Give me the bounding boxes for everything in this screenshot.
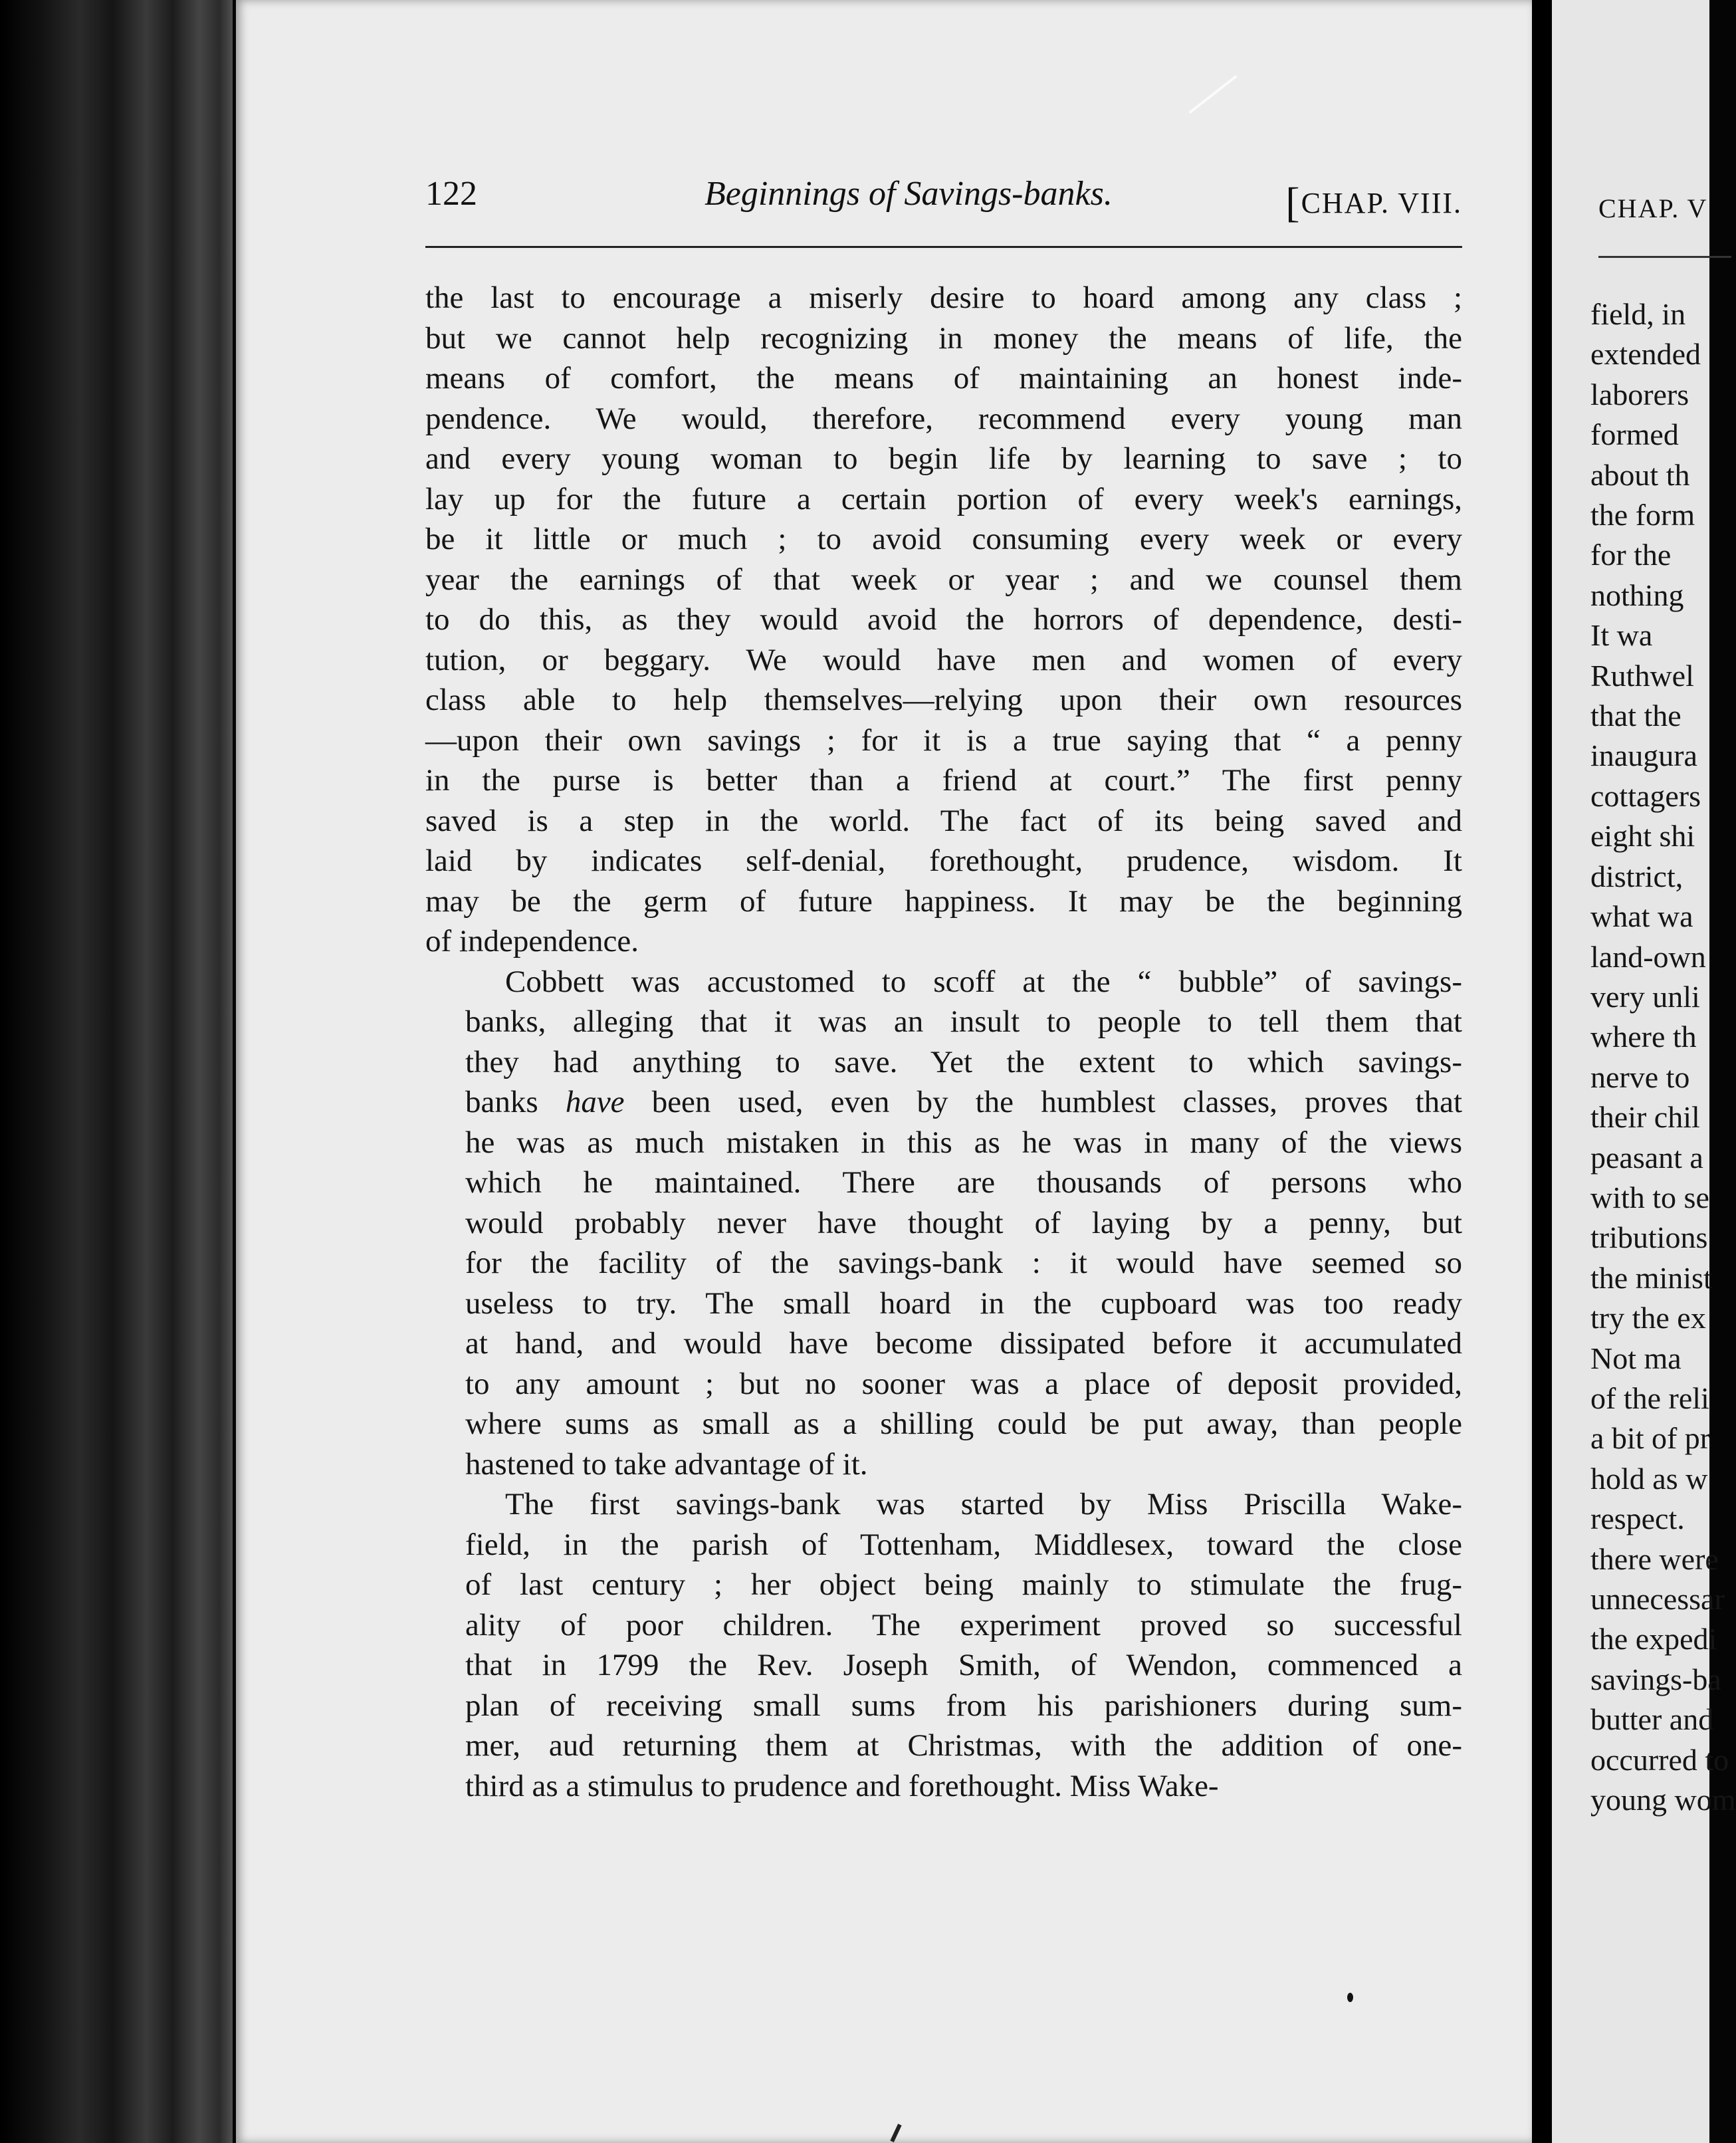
body-text bbox=[425, 278, 1462, 1806]
facing-text-line: inaugura bbox=[1590, 738, 1697, 773]
facing-text-line: land-own bbox=[1590, 939, 1706, 974]
facing-text-line: that the bbox=[1590, 699, 1682, 733]
paragraph bbox=[425, 278, 1462, 962]
text-line: Cobbett was accustomed to scoff at the “ bubble” of savings- bbox=[505, 964, 1462, 999]
page-number: 122 bbox=[425, 175, 477, 213]
text-line: that in 1799 the Rev. Joseph Smith, of Wendon, commenced a bbox=[465, 1648, 1462, 1682]
facing-header-rule bbox=[1598, 256, 1731, 258]
page-gutter bbox=[1532, 0, 1552, 2143]
facing-text-line: their chil bbox=[1590, 1100, 1700, 1135]
text-line: in the purse is better than a friend at court.” The first penny bbox=[425, 763, 1462, 798]
text-line: be it little or much ; to avoid consuming every week or every bbox=[425, 522, 1462, 556]
text-line: laid by indicates self-denial, forethought, prudence, wisdom. It bbox=[425, 844, 1462, 878]
facing-text-line: formed bbox=[1590, 417, 1679, 452]
chapter-label bbox=[1285, 174, 1462, 226]
facing-text-line: what wa bbox=[1590, 899, 1693, 934]
facing-text-line: there were bbox=[1590, 1541, 1719, 1576]
facing-text-line: cottagers bbox=[1590, 778, 1701, 813]
text-line: he was as much mistaken in this as he was in many of the views bbox=[465, 1125, 1462, 1160]
running-title: Beginnings of Savings-banks. bbox=[705, 175, 1113, 213]
facing-text-line: the minist bbox=[1590, 1260, 1712, 1295]
facing-text-line: of the reli bbox=[1590, 1381, 1709, 1415]
text-line: The first savings-bank was started by Miss Priscilla Wake- bbox=[505, 1487, 1462, 1522]
facing-text-line: the expedi bbox=[1590, 1622, 1717, 1656]
text-line: saved is a step in the world. The fact of its being saved and bbox=[425, 803, 1462, 838]
text-line: useless to try. The small hoard in the cupboard was too ready bbox=[465, 1286, 1462, 1321]
text-line: banks have been used, even by the humblest classes, proves that bbox=[465, 1085, 1463, 1119]
paragraph bbox=[425, 1484, 1462, 1806]
facing-text-line: savings-ba bbox=[1590, 1662, 1721, 1696]
text-line: may be the germ of future happiness. It may be the beginning bbox=[425, 883, 1462, 919]
text-line: and every young woman to begin life by learning to save ; to bbox=[425, 441, 1462, 476]
header-rule bbox=[425, 246, 1462, 248]
text-line: —upon their own savings ; for it is a true saying that “ a penny bbox=[425, 723, 1462, 758]
facing-text-line: field, in bbox=[1590, 297, 1686, 331]
facing-text-line: district, bbox=[1590, 859, 1683, 893]
text-line: class able to help themselves—relying upon their own resources bbox=[425, 683, 1462, 717]
text-line: tution, or beggary. We would have men and women of every bbox=[425, 642, 1462, 677]
facing-text-line: with to se bbox=[1590, 1180, 1709, 1214]
facing-text-line: about th bbox=[1590, 457, 1690, 492]
facing-text-line: nerve to bbox=[1590, 1060, 1690, 1094]
facing-text-line: eight shi bbox=[1590, 819, 1695, 853]
text-line: plan of receiving small sums from his parishioners during sum- bbox=[465, 1688, 1462, 1723]
facing-text-line: laborers bbox=[1590, 377, 1689, 411]
facing-text-line: very unli bbox=[1590, 979, 1700, 1014]
text-line: at hand, and would have become dissipated before it accumulated bbox=[465, 1326, 1462, 1361]
book-spine-edge bbox=[0, 0, 233, 2143]
facing-text-line: tributions bbox=[1590, 1220, 1708, 1255]
text-line: hastened to take advantage of it. bbox=[465, 1446, 868, 1482]
text-line: they had anything to save. Yet the extent to which savings- bbox=[465, 1044, 1462, 1079]
text-line: would probably never have thought of laying by a penny, but bbox=[465, 1205, 1462, 1240]
facing-text-line: Not ma bbox=[1590, 1341, 1682, 1375]
text-line: of independence. bbox=[425, 924, 639, 959]
text-line: field, in the parish of Tottenham, Middlesex, toward the close bbox=[465, 1527, 1462, 1562]
facing-text-line: a bit of pr bbox=[1590, 1421, 1711, 1456]
text-line: for the facility of the savings-bank : it would have seemed so bbox=[465, 1246, 1462, 1280]
paragraph bbox=[425, 962, 1462, 1485]
facing-text-line: young wom bbox=[1590, 1783, 1736, 1817]
text-line: to any amount ; but no sooner was a place of deposit provided, bbox=[465, 1366, 1462, 1401]
facing-text-line: respect. bbox=[1590, 1502, 1685, 1536]
text-line: year the earnings of that week or year ; and we counsel them bbox=[425, 562, 1462, 597]
facing-text-line: It wa bbox=[1590, 618, 1653, 653]
facing-text-line: nothing bbox=[1590, 578, 1684, 612]
text-line: where sums as small as a shilling could be put away, than people bbox=[465, 1407, 1462, 1441]
text-line: but we cannot help recognizing in money the means of life, the bbox=[425, 320, 1462, 356]
chapter-text: CHAP. VIII. bbox=[1301, 187, 1462, 219]
page-speck bbox=[1347, 1993, 1353, 2002]
running-header bbox=[425, 174, 1462, 227]
facing-text-line: extended bbox=[1590, 337, 1701, 372]
text-line: the last to encourage a miserly desire to hoard among any class ; bbox=[425, 281, 1462, 315]
text-line: ality of poor children. The experiment proved so successful bbox=[465, 1607, 1462, 1642]
chapter-bracket: [ bbox=[1285, 179, 1301, 226]
facing-text-line: peasant a bbox=[1590, 1140, 1703, 1175]
text-line: lay up for the future a certain portion of every week's earnings, bbox=[425, 481, 1462, 516]
text-line: banks, alleging that it was an insult to people to tell them that bbox=[465, 1004, 1462, 1039]
facing-page-text bbox=[1590, 294, 1736, 1820]
facing-text-line: hold as w bbox=[1590, 1461, 1708, 1496]
facing-text-line: unnecessar bbox=[1590, 1582, 1725, 1616]
facing-text-line: try the ex bbox=[1590, 1301, 1706, 1335]
text-line: mer, aud returning them at Christmas, with the addition of one- bbox=[465, 1728, 1462, 1763]
right-page-partial bbox=[1552, 0, 1736, 2143]
text-line: pendence. We would, therefore, recommend every young man bbox=[425, 401, 1462, 436]
facing-text-line: occurred to bbox=[1590, 1742, 1729, 1777]
facing-text-line: the form bbox=[1590, 498, 1695, 532]
text-line: third as a stimulus to prudence and forethought. Miss Wake- bbox=[465, 1768, 1219, 1803]
text-line: means of comfort, the means of maintaining an honest inde- bbox=[425, 361, 1462, 395]
facing-text-line: where th bbox=[1590, 1020, 1697, 1054]
facing-running-header: CHAP. V bbox=[1598, 193, 1708, 223]
text-line: of last century ; her object being mainly to stimulate the frug- bbox=[465, 1567, 1462, 1602]
facing-text-line: for the bbox=[1590, 538, 1672, 572]
text-line: which he maintained. There are thousands of persons who bbox=[465, 1165, 1462, 1200]
facing-text-line: Ruthwel bbox=[1590, 658, 1694, 693]
facing-text-line: butter and bbox=[1590, 1702, 1714, 1737]
text-line: to do this, as they would avoid the horrors of dependence, desti- bbox=[425, 602, 1462, 637]
